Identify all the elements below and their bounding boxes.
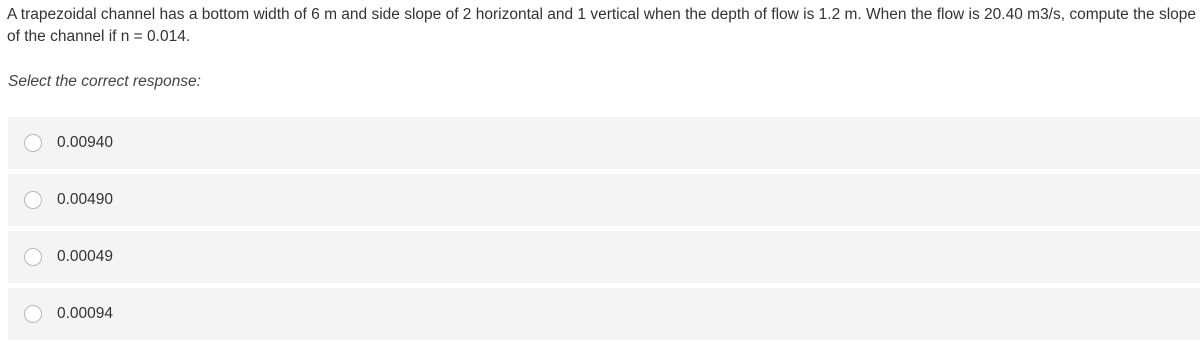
answer-option[interactable] [8, 174, 1200, 226]
answer-option-label: 0.00940 [57, 134, 114, 151]
answer-option-label: 0.00490 [57, 191, 114, 208]
radio-button[interactable] [24, 305, 42, 323]
answer-option-label: 0.00094 [57, 305, 114, 322]
answer-option[interactable] [8, 117, 1200, 169]
radio-button[interactable] [24, 134, 42, 152]
answer-option[interactable] [8, 288, 1200, 340]
response-prompt: Select the correct response: [8, 73, 201, 90]
radio-button[interactable] [24, 191, 42, 209]
answer-option-label: 0.00049 [57, 248, 114, 265]
answer-options [8, 117, 1200, 345]
question-text: A trapezoidal channel has a bottom width of 6 m and side slope of 2 horizontal and 1 vertical when the depth of flow is 1.2 m. When the flow is 20.40 m3/s, compute the slope of the channel if n = 0.014. [7, 6, 1197, 45]
radio-button[interactable] [24, 248, 42, 266]
answer-option[interactable] [8, 231, 1200, 283]
